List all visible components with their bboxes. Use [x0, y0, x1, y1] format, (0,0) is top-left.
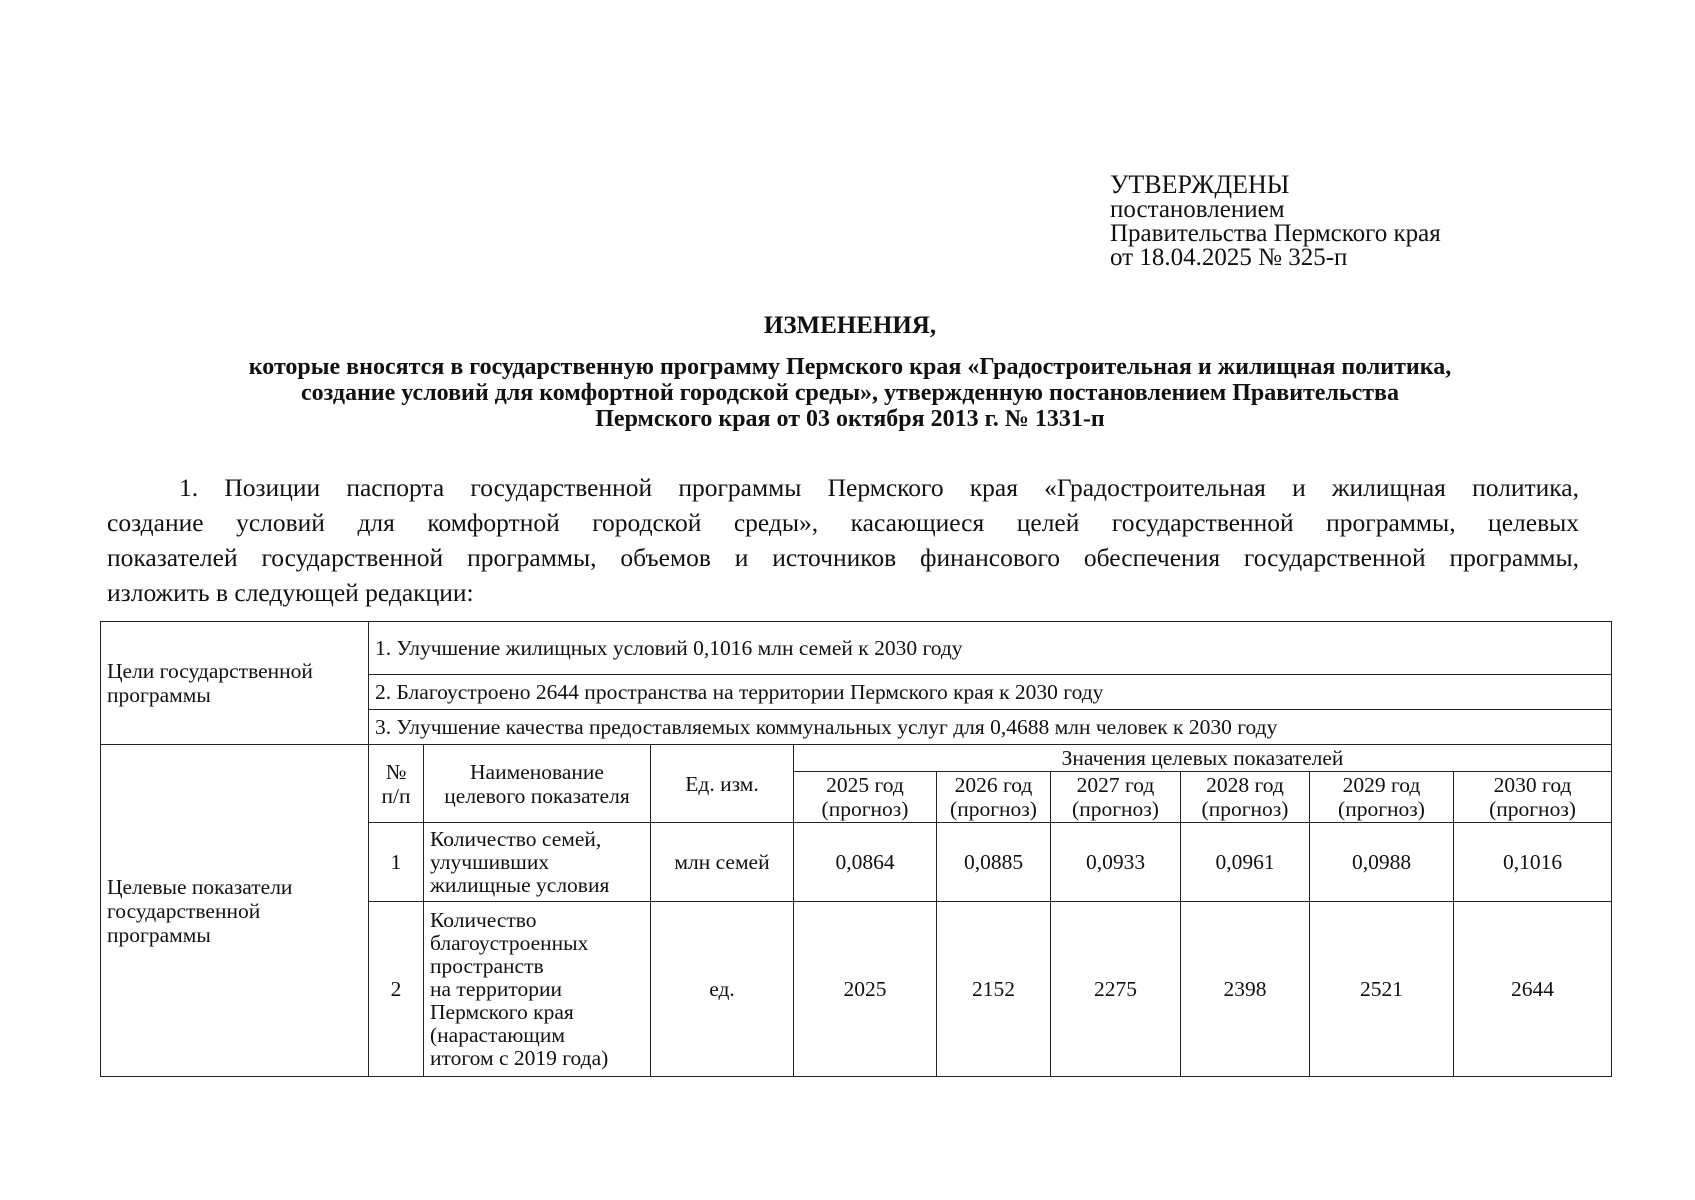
year-header-2027: 2027 год (прогноз) — [1051, 772, 1181, 823]
header-name: Наименование целевого показателя — [424, 745, 651, 823]
approval-block — [1110, 172, 1441, 270]
intro-paragraph — [107, 470, 1579, 610]
row-2-value-2026: 2152 — [937, 902, 1051, 1077]
paragraph-line-2: создание условий для комфортной городской среды», касающиеся целей государственной программы, целевых — [107, 508, 1579, 537]
row-2-num: 2 — [369, 902, 424, 1077]
approval-line-2: Правительства Пермского края — [1110, 220, 1441, 247]
row-1-num: 1 — [369, 823, 424, 902]
header-values: Значения целевых показателей — [794, 745, 1612, 772]
row-2-name: Количество благоустроенных пространств на территории Пермского края (нарастающим итогом с 2019 года) — [424, 902, 651, 1077]
goal-item-2: 2. Благоустроено 2644 пространства на территории Пермского края к 2030 году — [369, 675, 1612, 710]
paragraph-line-3: показателей государственной программы, объемов и источников финансового обеспечения государственной программы, — [107, 543, 1579, 572]
row-1-value-2028: 0,0961 — [1181, 823, 1310, 902]
subtitle-line-1: которые вносятся в государственную программу Пермского края «Градостроительная и жилищная политика, — [248, 354, 1452, 380]
header-unit: Ед. изм. — [651, 745, 794, 823]
document-title: ИЗМЕНЕНИЯ, — [763, 312, 937, 339]
program-passport-table — [100, 621, 1612, 1077]
paragraph-line-4: изложить в следующей редакции: — [107, 578, 474, 607]
row-1-value-2027: 0,0933 — [1051, 823, 1181, 902]
year-header-2028: 2028 год (прогноз) — [1181, 772, 1310, 823]
goals-label: Цели государственной программы — [101, 622, 369, 745]
row-1-unit: млн семей — [651, 823, 794, 902]
row-1-value-2029: 0,0988 — [1310, 823, 1454, 902]
indicator-header-row-1 — [101, 745, 1612, 772]
paragraph-line-1: 1. Позиции паспорта государственной программы Пермского края «Градостроительная и жилищная политика, — [179, 473, 1579, 502]
row-1-value-2030: 0,1016 — [1454, 823, 1612, 902]
year-header-2026: 2026 год (прогноз) — [937, 772, 1051, 823]
subtitle-line-3: Пермского края от 03 октября 2013 г. № 1331-п — [595, 406, 1105, 432]
row-2-unit: ед. — [651, 902, 794, 1077]
approval-line-3: от 18.04.2025 № 325-п — [1110, 244, 1348, 271]
row-2-value-2025: 2025 — [794, 902, 937, 1077]
row-2-value-2027: 2275 — [1051, 902, 1181, 1077]
goal-item-1: 1. Улучшение жилищных условий 0,1016 млн семей к 2030 году — [369, 622, 1612, 675]
row-1-value-2025: 0,0864 — [794, 823, 937, 902]
row-1-value-2026: 0,0885 — [937, 823, 1051, 902]
row-2-value-2029: 2521 — [1310, 902, 1454, 1077]
row-1-name: Количество семей, улучшивших жилищные условия — [424, 823, 651, 902]
goal-row-1 — [101, 622, 1612, 675]
header-num: № п/п — [369, 745, 424, 823]
approval-title: УТВЕРЖДЕНЫ — [1110, 170, 1290, 199]
year-header-2029: 2029 год (прогноз) — [1310, 772, 1454, 823]
row-2-value-2030: 2644 — [1454, 902, 1612, 1077]
approval-line-1: постановлением — [1110, 196, 1285, 223]
year-header-2025: 2025 год (прогноз) — [794, 772, 937, 823]
indicators-label: Целевые показатели государственной программы — [101, 745, 369, 1077]
goal-item-3: 3. Улучшение качества предоставляемых коммунальных услуг для 0,4688 млн человек к 2030 году — [369, 710, 1612, 745]
row-2-value-2028: 2398 — [1181, 902, 1310, 1077]
year-header-2030: 2030 год (прогноз) — [1454, 772, 1612, 823]
document-subtitle — [100, 354, 1600, 432]
subtitle-line-2: создание условий для комфортной городской среды», утвержденную постановлением Правительства — [300, 380, 1400, 406]
